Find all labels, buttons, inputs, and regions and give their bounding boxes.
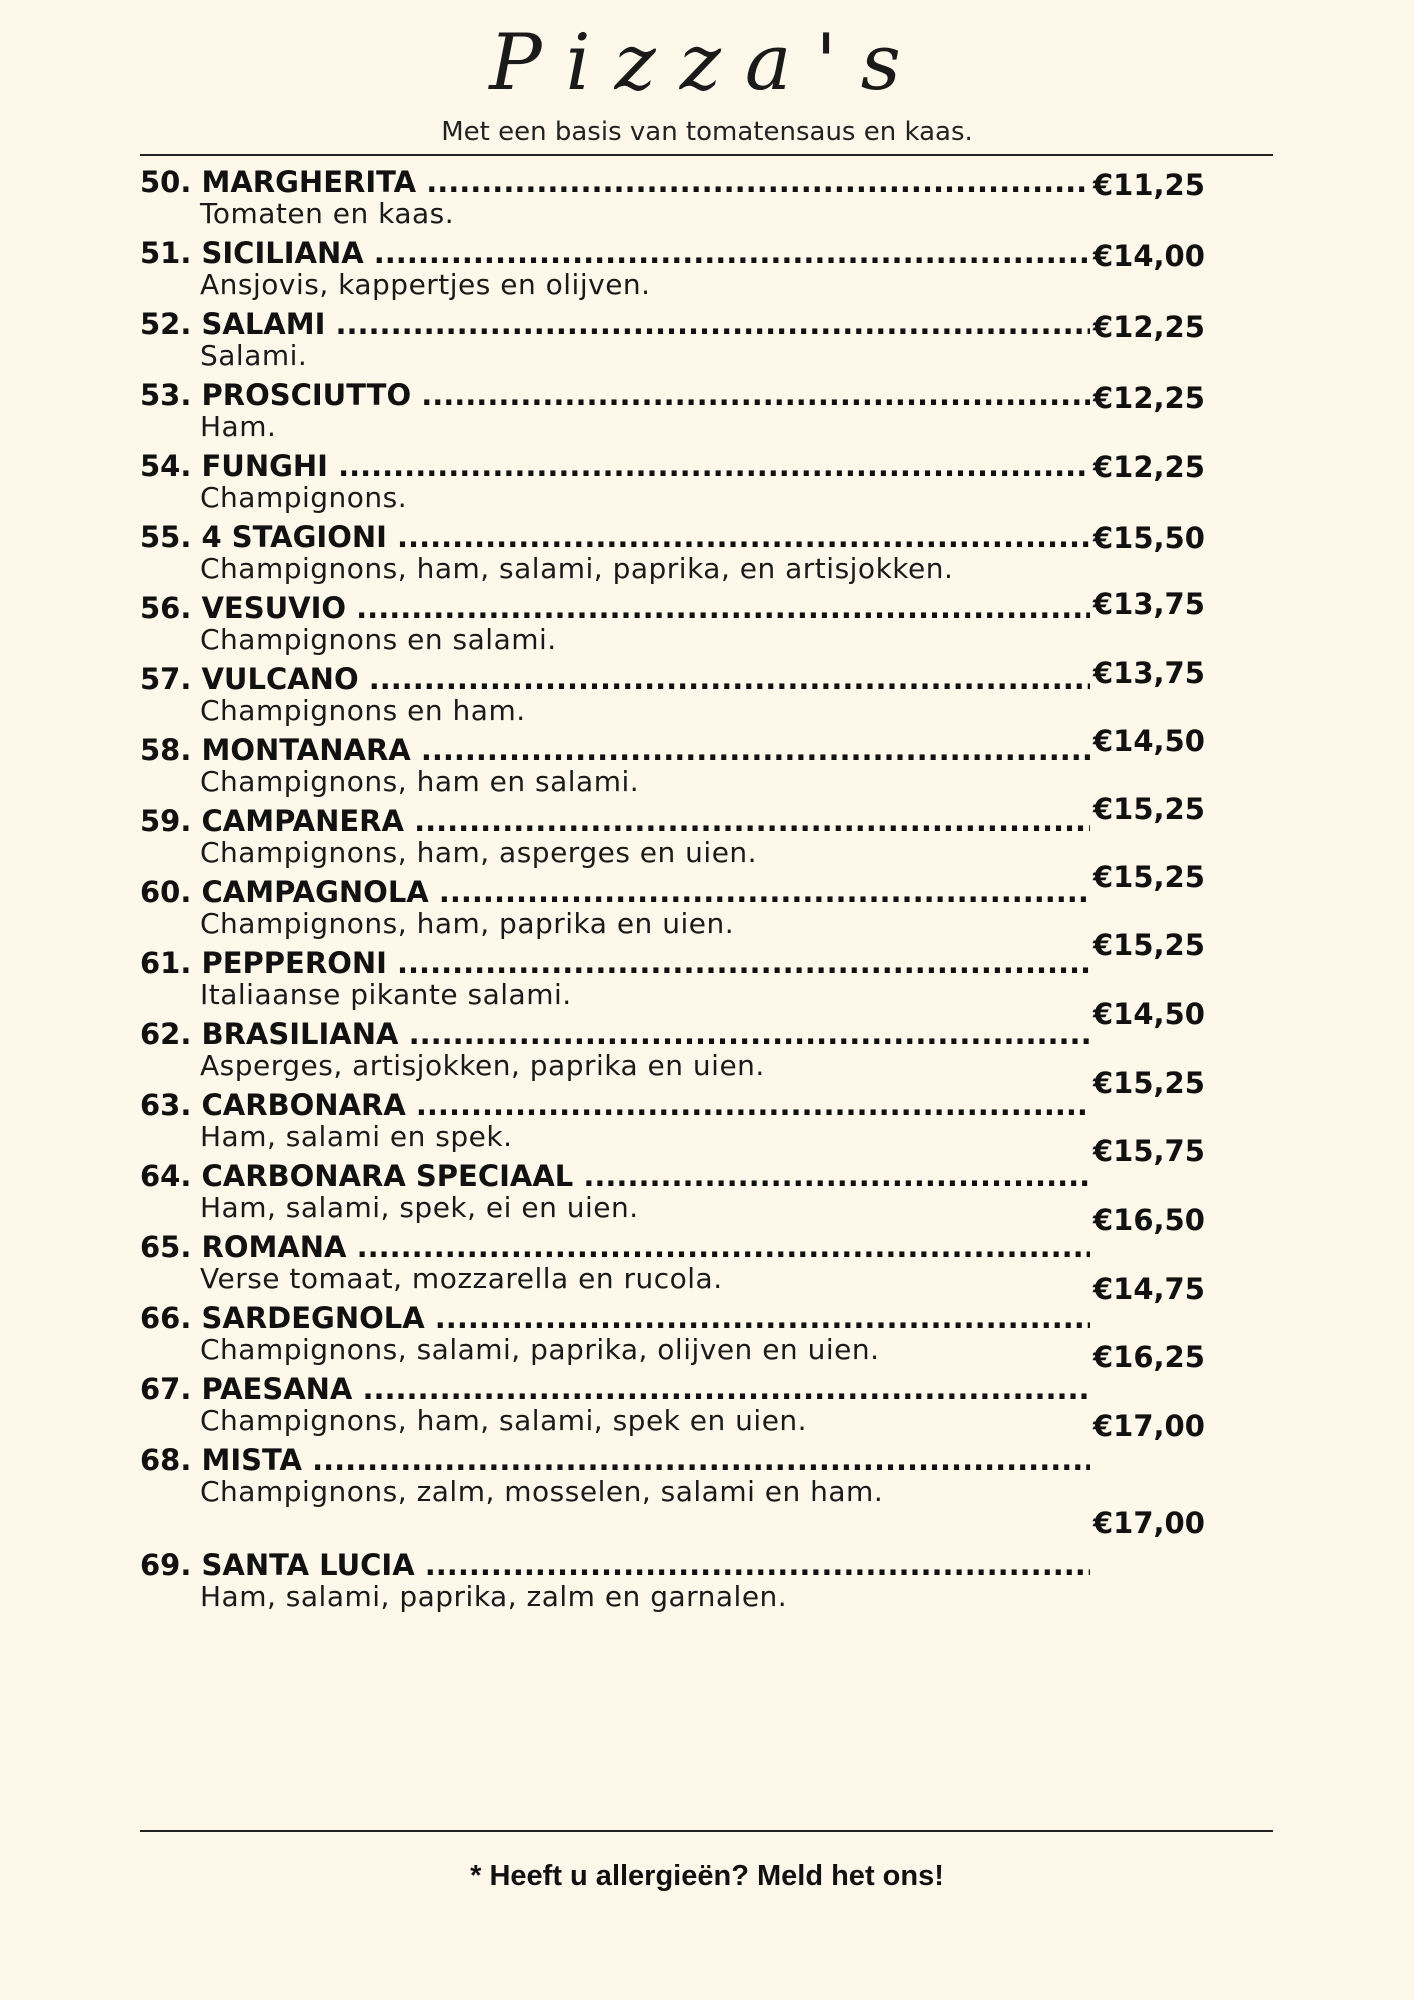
menu-item bbox=[140, 1506, 1273, 1614]
menu-item-name: PROSCIUTTO bbox=[201, 378, 412, 412]
menu-item-description: Verse tomaat, mozzarella en rucola. bbox=[200, 1262, 723, 1295]
menu-item-description: Champignons en ham. bbox=[200, 694, 526, 727]
menu-item-name: SALAMI bbox=[201, 307, 326, 341]
menu-item-name: 4 STAGIONI bbox=[201, 520, 387, 554]
menu-item-heading bbox=[140, 234, 1090, 272]
menu-item-name: VESUVIO bbox=[201, 591, 347, 625]
menu-item-name: PEPPERONI bbox=[201, 946, 387, 980]
menu-item bbox=[140, 724, 1273, 799]
menu-item-price: €12,25 bbox=[1093, 381, 1205, 415]
menu-item-description: Champignons, ham, salami, paprika, en artisjokken. bbox=[200, 552, 954, 585]
menu-item-price: €16,25 bbox=[1093, 1340, 1205, 1374]
menu-item bbox=[140, 586, 1273, 657]
menu-item-price: €12,25 bbox=[1093, 310, 1205, 344]
menu-item-number: 69. bbox=[140, 1548, 192, 1582]
menu-item-number: 51. bbox=[140, 236, 192, 270]
menu-item-description: Champignons. bbox=[200, 481, 408, 514]
menu-item-heading bbox=[140, 518, 1090, 556]
menu-item bbox=[140, 231, 1273, 302]
menu-item-description: Champignons, ham, asperges en uien. bbox=[200, 836, 758, 869]
menu-item-price: €15,75 bbox=[1093, 1134, 1205, 1168]
page-title: Pizza's bbox=[489, 18, 925, 108]
menu-item-number: 64. bbox=[140, 1159, 192, 1193]
menu-item-heading bbox=[140, 447, 1090, 485]
menu-item bbox=[140, 302, 1273, 373]
menu-item-number: 56. bbox=[140, 591, 192, 625]
menu-item-heading bbox=[140, 376, 1090, 414]
menu-item-heading bbox=[140, 802, 1090, 840]
menu-item-description: Champignons, ham en salami. bbox=[200, 765, 640, 798]
page-subtitle: Met een basis van tomatensaus en kaas. bbox=[441, 117, 973, 147]
menu-item bbox=[140, 444, 1273, 515]
menu-item-description: Tomaten en kaas. bbox=[200, 197, 455, 230]
menu-item-heading bbox=[140, 1157, 1090, 1195]
menu-item-heading bbox=[140, 944, 1090, 982]
menu-item-price: €14,50 bbox=[1093, 724, 1205, 758]
menu-item-heading bbox=[140, 873, 1090, 911]
menu-item-name: BRASILIANA bbox=[201, 1017, 399, 1051]
header-divider bbox=[140, 154, 1273, 156]
menu-item-name: CAMPANERA bbox=[201, 804, 404, 838]
menu-item-heading bbox=[140, 1441, 1090, 1479]
menu-item-price: €12,25 bbox=[1093, 450, 1205, 484]
menu-item-price: €14,75 bbox=[1093, 1272, 1205, 1306]
menu-item-number: 62. bbox=[140, 1017, 192, 1051]
menu-item-price: €15,25 bbox=[1093, 1066, 1205, 1100]
menu-item-number: 67. bbox=[140, 1372, 192, 1406]
menu-item-price: €17,00 bbox=[1093, 1409, 1205, 1443]
menu-item-price: €14,00 bbox=[1093, 239, 1205, 273]
menu-item-heading bbox=[140, 305, 1090, 343]
menu-item-name: SANTA LUCIA bbox=[201, 1548, 415, 1582]
menu-item-price: €11,25 bbox=[1093, 168, 1205, 202]
menu-item-name: MARGHERITA bbox=[201, 165, 417, 199]
menu-item-heading bbox=[140, 1299, 1090, 1337]
menu-item bbox=[140, 515, 1273, 586]
menu-item-price: €13,75 bbox=[1093, 587, 1205, 621]
menu-item-heading bbox=[140, 1015, 1090, 1053]
menu-item-description: Champignons, salami, paprika, olijven en uien. bbox=[200, 1333, 880, 1366]
menu-item-number: 65. bbox=[140, 1230, 192, 1264]
menu-item-name: VULCANO bbox=[201, 662, 359, 696]
menu-item-number: 63. bbox=[140, 1088, 192, 1122]
menu-item-number: 61. bbox=[140, 946, 192, 980]
menu-item-name: MONTANARA bbox=[201, 733, 411, 767]
menu-item-name: SICILIANA bbox=[201, 236, 364, 270]
menu-item-name: PAESANA bbox=[201, 1372, 353, 1406]
menu-item-number: 52. bbox=[140, 307, 192, 341]
menu-item-number: 68. bbox=[140, 1443, 192, 1477]
menu-item-heading bbox=[140, 589, 1090, 627]
menu-item-name: CARBONARA bbox=[201, 1088, 406, 1122]
menu-item-heading bbox=[140, 1086, 1090, 1124]
allergy-note: * Heeft u allergieën? Meld het ons! bbox=[470, 1860, 944, 1892]
menu-item-description: Ham, salami, paprika, zalm en garnalen. bbox=[200, 1580, 788, 1613]
menu-item-description: Salami. bbox=[200, 339, 308, 372]
menu-item-number: 53. bbox=[140, 378, 192, 412]
menu-item-price: €15,25 bbox=[1093, 792, 1205, 826]
menu-item-number: 54. bbox=[140, 449, 192, 483]
menu-item-number: 59. bbox=[140, 804, 192, 838]
menu-item bbox=[140, 657, 1273, 728]
menu-item-name: ROMANA bbox=[201, 1230, 347, 1264]
menu-item-description: Asperges, artisjokken, paprika en uien. bbox=[200, 1049, 765, 1082]
menu-item-description: Ham. bbox=[200, 410, 277, 443]
menu-item-number: 55. bbox=[140, 520, 192, 554]
menu-item-number: 58. bbox=[140, 733, 192, 767]
menu-item-heading bbox=[140, 1370, 1090, 1408]
menu-item-price: €14,50 bbox=[1093, 997, 1205, 1031]
menu-item-description: Ansjovis, kappertjes en olijven. bbox=[200, 268, 651, 301]
pizza-menu-list bbox=[140, 160, 1273, 1614]
menu-item-description: Ham, salami, spek, ei en uien. bbox=[200, 1191, 639, 1224]
menu-item-number: 57. bbox=[140, 662, 192, 696]
menu-item-number: 50. bbox=[140, 165, 192, 199]
menu-item-name: MISTA bbox=[201, 1443, 302, 1477]
menu-item-price: €15,25 bbox=[1093, 860, 1205, 894]
menu-item-description: Champignons, zalm, mosselen, salami en ham. bbox=[200, 1475, 884, 1508]
menu-item-heading bbox=[140, 1228, 1090, 1266]
menu-item bbox=[140, 373, 1273, 444]
menu-item-description: Champignons, ham, paprika en uien. bbox=[200, 907, 735, 940]
menu-item-name: FUNGHI bbox=[201, 449, 328, 483]
menu-item-heading bbox=[140, 163, 1090, 201]
menu-item-price: €13,75 bbox=[1093, 656, 1205, 690]
menu-item-price: €15,25 bbox=[1093, 928, 1205, 962]
menu-item-price: €15,50 bbox=[1093, 521, 1205, 555]
menu-item-description: Champignons en salami. bbox=[200, 623, 557, 656]
menu-item-heading bbox=[140, 731, 1090, 769]
menu-item-price: €16,50 bbox=[1093, 1203, 1205, 1237]
footer-divider bbox=[140, 1830, 1273, 1832]
menu-item-name: CARBONARA SPECIAAL bbox=[201, 1159, 574, 1193]
menu-item-number: 60. bbox=[140, 875, 192, 909]
menu-item-description: Champignons, ham, salami, spek en uien. bbox=[200, 1404, 808, 1437]
menu-item-heading bbox=[140, 1546, 1090, 1584]
menu-item-number: 66. bbox=[140, 1301, 192, 1335]
menu-item-description: Ham, salami en spek. bbox=[200, 1120, 513, 1153]
menu-item-name: CAMPAGNOLA bbox=[201, 875, 429, 909]
menu-item-name: SARDEGNOLA bbox=[201, 1301, 425, 1335]
menu-item bbox=[140, 160, 1273, 231]
menu-item-description: Italiaanse pikante salami. bbox=[200, 978, 572, 1011]
menu-item-heading bbox=[140, 660, 1090, 698]
menu-item-price: €17,00 bbox=[1093, 1506, 1205, 1540]
